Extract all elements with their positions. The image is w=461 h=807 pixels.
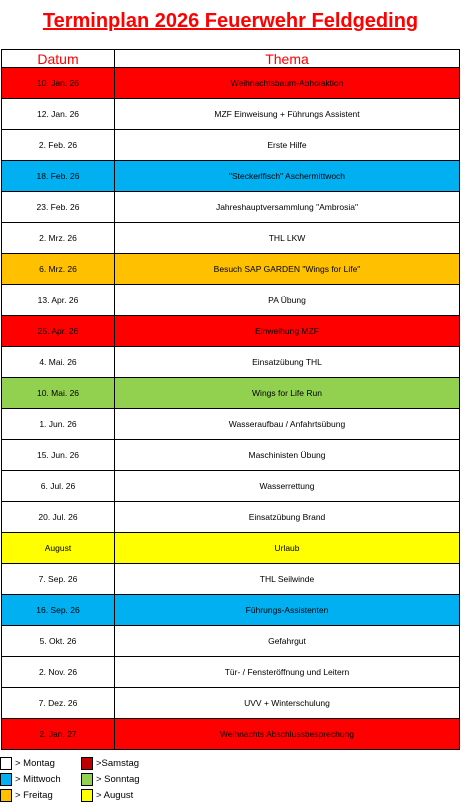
- row-date: 1. Jun. 26: [2, 409, 115, 440]
- row-date: 10. Jan. 26: [2, 68, 115, 99]
- row-topic: Wings for Life Run: [115, 378, 460, 409]
- row-date: 20. Jul. 26: [2, 502, 115, 533]
- table-row: [2, 68, 460, 99]
- row-topic: THL Seilwinde: [115, 564, 460, 595]
- row-topic: Weihnachtsbaum-Abholaktion: [115, 68, 460, 99]
- row-topic: Besuch SAP GARDEN "Wings for Life": [115, 254, 460, 285]
- row-topic: PA Übung: [115, 285, 460, 316]
- legend-label: > Freitag: [15, 790, 53, 801]
- legend-swatch: [81, 789, 93, 802]
- row-date: 12. Jan. 26: [2, 99, 115, 130]
- legend-label: > August: [96, 790, 134, 801]
- table-row: [2, 99, 460, 130]
- table-header-row: [2, 50, 460, 68]
- row-topic: Wasserrettung: [115, 471, 460, 502]
- row-date: 4. Mai. 26: [2, 347, 115, 378]
- legend-swatch: [0, 773, 12, 786]
- table-row: [2, 285, 460, 316]
- table-row: [2, 409, 460, 440]
- row-topic: Führungs-Assistenten: [115, 595, 460, 626]
- row-date: 16. Sep. 26: [2, 595, 115, 626]
- legend-swatch: [0, 789, 12, 802]
- table-row: [2, 347, 460, 378]
- schedule-rows: [2, 68, 460, 750]
- row-date: 2. Mrz. 26: [2, 223, 115, 254]
- table-row: [2, 440, 460, 471]
- row-date: 7. Dez. 26: [2, 688, 115, 719]
- row-topic: Urlaub: [115, 533, 460, 564]
- row-date: 13. Apr. 26: [2, 285, 115, 316]
- table-row: [2, 316, 460, 347]
- legend-swatch: [81, 773, 93, 786]
- row-topic: Wasseraufbau / Anfahrtsübung: [115, 409, 460, 440]
- table-row: [2, 564, 460, 595]
- column-header-topic: Thema: [115, 50, 460, 68]
- row-date: 25. Apr. 26: [2, 316, 115, 347]
- table-row: [2, 378, 460, 409]
- legend-swatch: [0, 757, 12, 770]
- table-row: [2, 161, 460, 192]
- legend-label: > Sonntag: [96, 774, 140, 785]
- table-row: [2, 657, 460, 688]
- legend-swatch: [81, 757, 93, 770]
- table-row: [2, 533, 460, 564]
- table-row: [2, 192, 460, 223]
- row-topic: Einsatzübung Brand: [115, 502, 460, 533]
- row-date: 2. Nov. 26: [2, 657, 115, 688]
- legend-label: > Montag: [15, 758, 55, 769]
- table-row: [2, 595, 460, 626]
- color-legend: [0, 756, 200, 806]
- table-row: [2, 688, 460, 719]
- row-date: 6. Jul. 26: [2, 471, 115, 502]
- table-row: [2, 130, 460, 161]
- schedule-table: [1, 49, 460, 750]
- row-topic: Tür- / Fensteröffnung und Leitern: [115, 657, 460, 688]
- page-title: Terminplan 2026 Feuerwehr Feldgeding: [42, 10, 419, 32]
- row-topic: "Steckerlfisch" Aschermittwoch: [115, 161, 460, 192]
- row-date: 15. Jun. 26: [2, 440, 115, 471]
- table-row: [2, 719, 460, 750]
- legend-label: > Mittwoch: [15, 774, 61, 785]
- row-date: 5. Okt. 26: [2, 626, 115, 657]
- table-row: [2, 254, 460, 285]
- table-row: [2, 502, 460, 533]
- row-topic: Weihnachts Abschlussbesprechung: [115, 719, 460, 750]
- row-topic: Einsatzübung THL: [115, 347, 460, 378]
- table-row: [2, 471, 460, 502]
- row-date: 18. Feb. 26: [2, 161, 115, 192]
- row-topic: MZF Einweisung + Führungs Assistent: [115, 99, 460, 130]
- column-header-date: Datum: [2, 50, 115, 68]
- row-topic: Gefahrgut: [115, 626, 460, 657]
- table-row: [2, 626, 460, 657]
- row-topic: UVV + Winterschulung: [115, 688, 460, 719]
- row-topic: THL LKW: [115, 223, 460, 254]
- row-date: 2. Jan. 27: [2, 719, 115, 750]
- row-topic: Einweihung MZF: [115, 316, 460, 347]
- row-topic: Erste Hilfe: [115, 130, 460, 161]
- row-date: August: [2, 533, 115, 564]
- legend-label: >Samstag: [96, 758, 140, 769]
- row-topic: Maschinisten Übung: [115, 440, 460, 471]
- row-date: 23. Feb. 26: [2, 192, 115, 223]
- row-date: 6. Mrz. 26: [2, 254, 115, 285]
- row-date: 7. Sep. 26: [2, 564, 115, 595]
- row-date: 10. Mai. 26: [2, 378, 115, 409]
- table-row: [2, 223, 460, 254]
- row-date: 2. Feb. 26: [2, 130, 115, 161]
- row-topic: Jahreshauptversammlung "Ambrosia": [115, 192, 460, 223]
